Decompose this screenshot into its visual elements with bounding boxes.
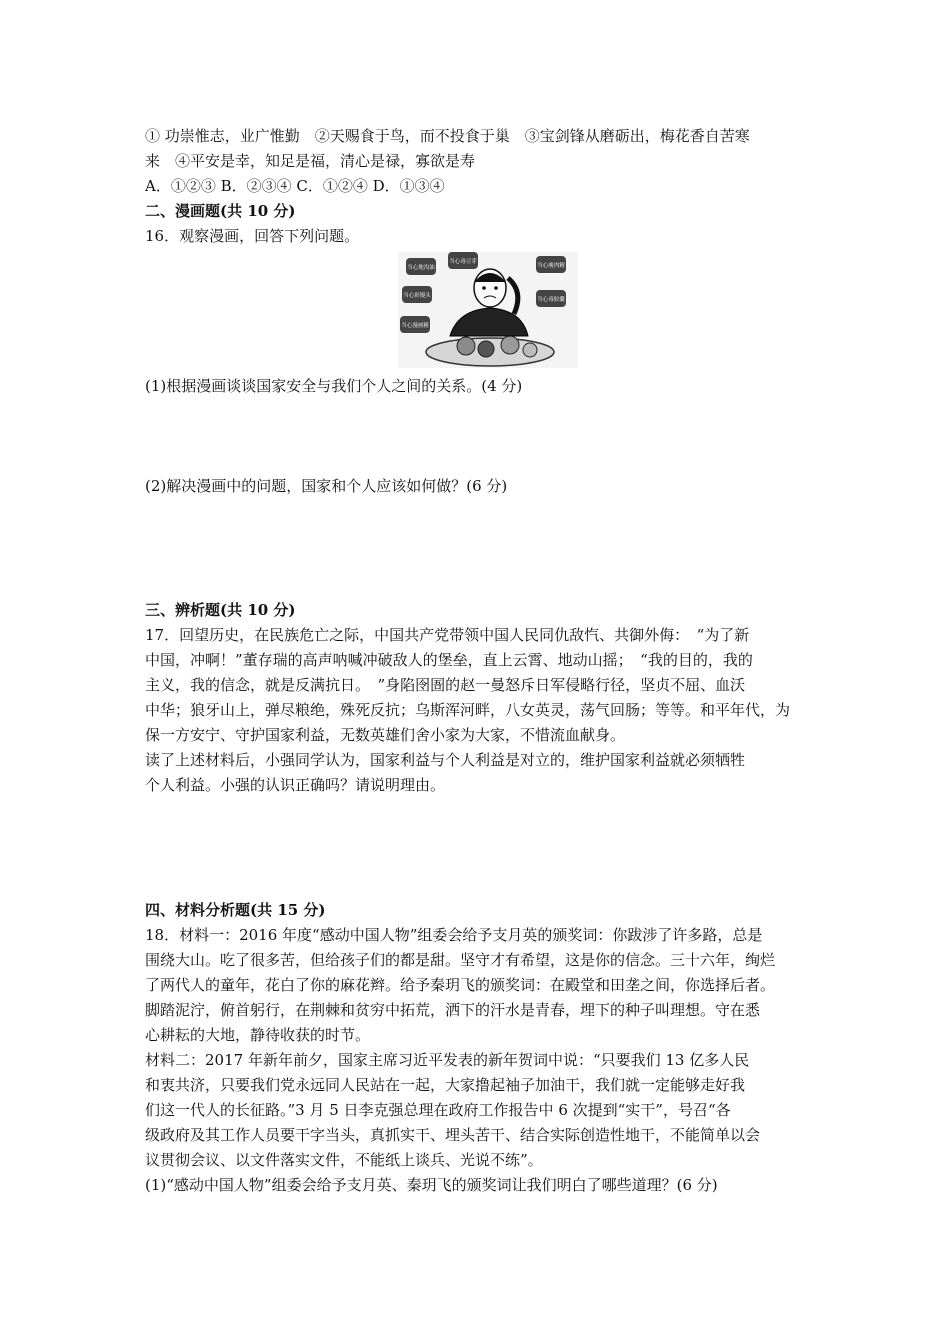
warning-tag-label: 当心毒胶囊 (537, 297, 565, 303)
cartoon-image (398, 252, 578, 368)
q18-text-line: 材料二：2017 年新年前夕，国家主席习近平发表的新年贺词中说：“只要我们 13 亿多人民 (145, 1051, 750, 1069)
q17-text-line: 保一方安宁、守护国家利益，无数英雄们舍小家为大家，不惜流血献身。 (145, 726, 626, 744)
q18-text-line: 18．材料一：2016 年度“感动中国人物”组委会给予支月英的颁奖词：你跋涉了许多路，总是 (145, 926, 763, 944)
food-item (457, 337, 475, 355)
food-item (523, 343, 537, 357)
man-eye (482, 286, 486, 290)
warning-tag-label: 当心瘦肉精 (537, 263, 565, 269)
q18-text-line: 议贯彻会议、以文件落实文件，不能纸上谈兵、光说不练”。 (145, 1151, 543, 1169)
food-item (478, 341, 494, 357)
warning-tag-label: 当心毒豆芽 (449, 259, 477, 265)
q16-stem: 16．观察漫画，回答下列问题。 (145, 227, 360, 245)
q18-text-line: 脚踏泥泞，俯首躬行，在荆棘和贫穷中拓荒，洒下的汗水是青春，埋下的种子叫理想。守在悉 (145, 1001, 761, 1019)
food-item (501, 336, 519, 354)
q18-text-line: 们这一代人的长征路。”3 月 5 日李克强总理在政府工作报告中 6 次提到“实干”，号召“各 (145, 1101, 731, 1119)
q17-text-line: 17．回望历史，在民族危亡之际，中国共产党带领中国人民同仇敌忾、共御外侮： “为了新 (145, 626, 750, 644)
q17-text-line: 读了上述材料后，小强同学认为，国家利益与个人利益是对立的，维护国家利益就必须牺牲 (145, 751, 746, 769)
q16-part-2: (2)解决漫画中的问题，国家和个人应该如何做？(6 分) (145, 477, 508, 495)
section-2-title: 二、漫画题(共 10 分) (145, 202, 296, 220)
q18-text-line: 心耕耘的大地，静待收获的时节。 (145, 1026, 371, 1044)
q15-options-line-1: ① 功崇惟志，业广惟勤 ②天赐食于鸟，而不投食于巢 ③宝剑锋从磨砺出，梅花香自苦寒 (145, 127, 750, 145)
section-4-title: 四、材料分析题(共 15 分) (145, 901, 326, 919)
man-eye (494, 286, 498, 290)
q16-part-1: (1)根据漫画谈谈国家安全与我们个人之间的关系。(4 分) (145, 377, 523, 395)
q18-text-line: 级政府及其工作人员要干字当头，真抓实干、埋头苦干、结合实际创造性地干，不能简单以会 (145, 1126, 761, 1144)
q17-text-line: 中国，冲啊！”董存瑞的高声呐喊冲破敌人的堡垒，直上云霄、地动山摇； “我的目的，我的 (145, 651, 753, 669)
q18-part-1: (1)“感动中国人物”组委会给予支月英、秦玥飞的颁奖词让我们明白了哪些道理？(6 分) (145, 1176, 718, 1194)
warning-tag-label: 当心彩馒头 (403, 293, 431, 299)
warning-tag-label: 当心漫画精 (401, 323, 429, 329)
q18-text-line: 和衷共济，只要我们党永远同人民站在一起，大家撸起袖子加油干，我们就一定能够走好我 (145, 1076, 746, 1094)
q15-options-line-2: 来 ④平安是幸，知足是福，清心是禄，寡欲是寿 (145, 152, 476, 170)
section-3-title: 三、辨析题(共 10 分) (145, 601, 296, 619)
q17-text-line: 中华；狼牙山上，弹尽粮绝，殊死反抗；乌斯浑河畔，八女英灵，荡气回肠；等等。和平年代，为 (145, 701, 791, 719)
warning-tag-label: 当心地沟油 (407, 265, 435, 271)
q18-text-line: 围绕大山。吃了很多苦，但给孩子们的都是甜。坚守才有希望，这是你的信念。三十六年，绚烂 (145, 951, 776, 969)
q17-text-line: 个人利益。小强的认识正确吗？请说明理由。 (145, 776, 446, 794)
q17-text-line: 主义，我的信念，就是反满抗日。 ”身陷囹圄的赵一曼怒斥日军侵略行径，坚贞不屈、血沃 (145, 676, 746, 694)
q18-text-line: 了两代人的童年，花白了你的麻花辫。给予秦玥飞的颁奖词：在殿堂和田垄之间，你选择后者。 (145, 976, 776, 994)
q15-answer-choices: A．①②③ B．②③④ C．①②④ D．①③④ (145, 177, 445, 195)
